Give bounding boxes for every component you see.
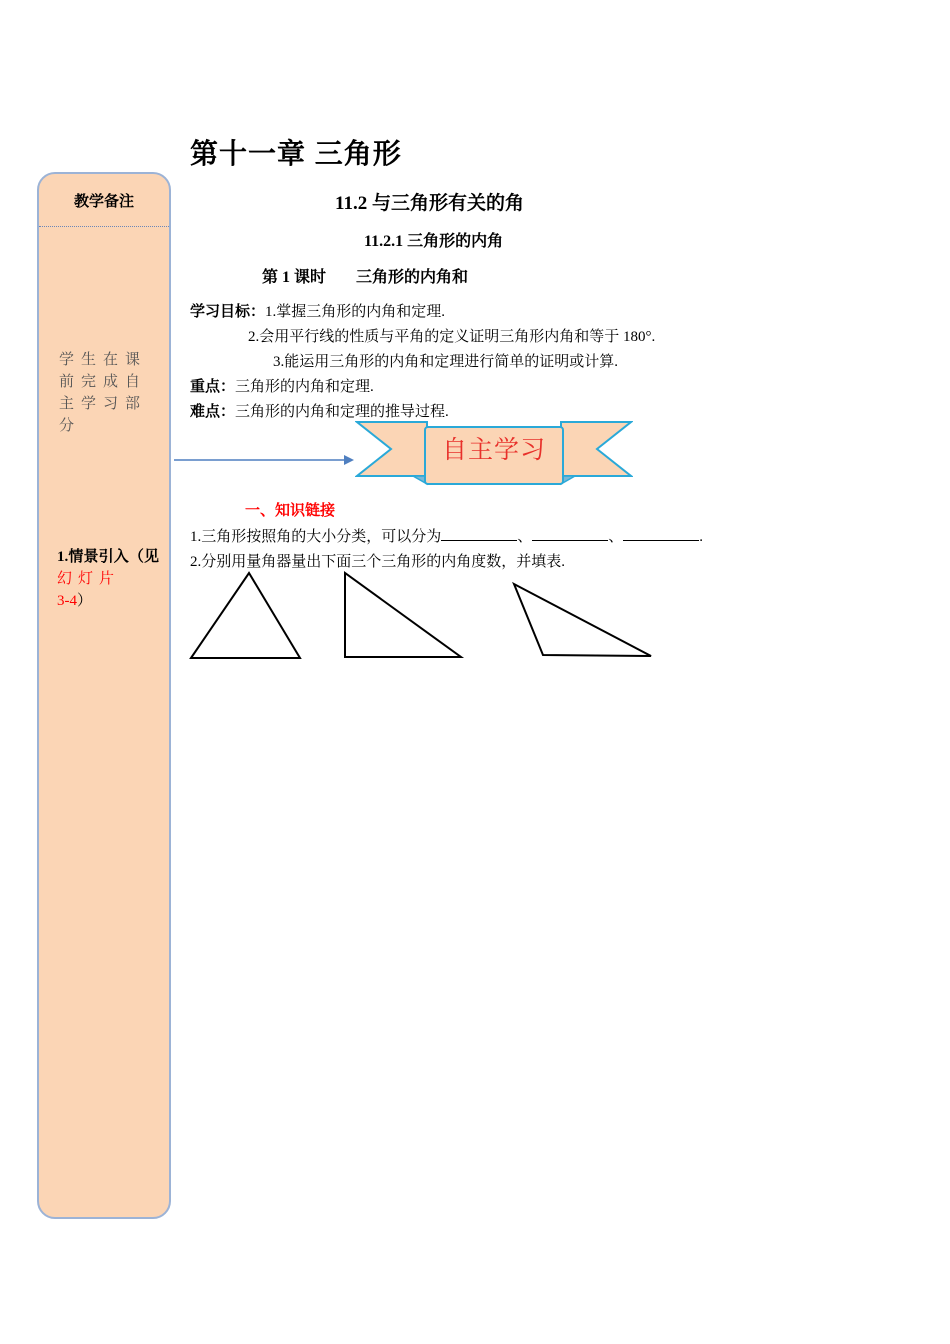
- sidebar-header: 教学备注: [39, 174, 169, 227]
- teaching-notes-sidebar: [37, 172, 171, 1219]
- chapter-title: 第十一章 三角形: [190, 138, 402, 169]
- section-title: 11.2 与三角形有关的角: [335, 193, 524, 214]
- sidebar-item-prefix: 1.情景引入（见: [57, 549, 159, 565]
- difficulty-text: 三角形的内角和定理的推导过程.: [235, 404, 449, 420]
- self-study-banner: [355, 418, 633, 488]
- knowledge-heading: 一、知识链接: [245, 503, 336, 519]
- key-point-text: 三角形的内角和定理.: [235, 379, 374, 395]
- objective-item: 3.能运用三角形的内角和定理进行简单的证明或计算.: [273, 354, 619, 370]
- separator: 、: [608, 529, 624, 545]
- difficulty-label: 难点：: [190, 404, 236, 420]
- obtuse-triangle: [514, 584, 651, 656]
- acute-triangle: [191, 573, 300, 658]
- banner-text: 自主学习: [441, 436, 546, 464]
- key-point-label: 重点：: [190, 379, 236, 395]
- answer-blank[interactable]: [441, 526, 517, 541]
- period: .: [699, 529, 704, 545]
- key-point: [190, 375, 374, 396]
- lesson-title: [262, 264, 468, 287]
- question-1-text: 1.三角形按照角的大小分类，可以分为: [190, 529, 442, 545]
- question-1: [190, 525, 703, 546]
- objective-item: 1.掌握三角形的内角和定理.: [265, 304, 446, 320]
- arrow-icon: [172, 450, 357, 470]
- answer-blank[interactable]: [623, 526, 699, 541]
- question-2: 2.分别用量角器量出下面三个三角形的内角度数，并填表.: [190, 554, 566, 570]
- right-triangle: [345, 573, 461, 657]
- sidebar-item-ref: 3-4: [57, 593, 77, 609]
- objective-item: 2.会用平行线的性质与平角的定义证明三角形内角和等于 180°.: [248, 329, 656, 345]
- objective-line-1: [190, 300, 445, 321]
- separator: 、: [517, 529, 533, 545]
- sidebar-item-suffix: ）: [77, 593, 93, 609]
- sidebar-note: 学生在课前完成自主学习部分: [59, 352, 148, 434]
- lesson-number: 第 1 课时: [262, 269, 327, 286]
- lesson-topic: 三角形的内角和: [356, 269, 469, 286]
- answer-blank[interactable]: [532, 526, 608, 541]
- objectives-label: 学习目标：: [190, 304, 266, 320]
- subsection-title: 11.2.1 三角形的内角: [364, 233, 504, 250]
- sidebar-scenario-item: [57, 546, 159, 612]
- sidebar-item-highlight: 幻灯片: [57, 571, 121, 587]
- triangles-figure: [185, 565, 665, 665]
